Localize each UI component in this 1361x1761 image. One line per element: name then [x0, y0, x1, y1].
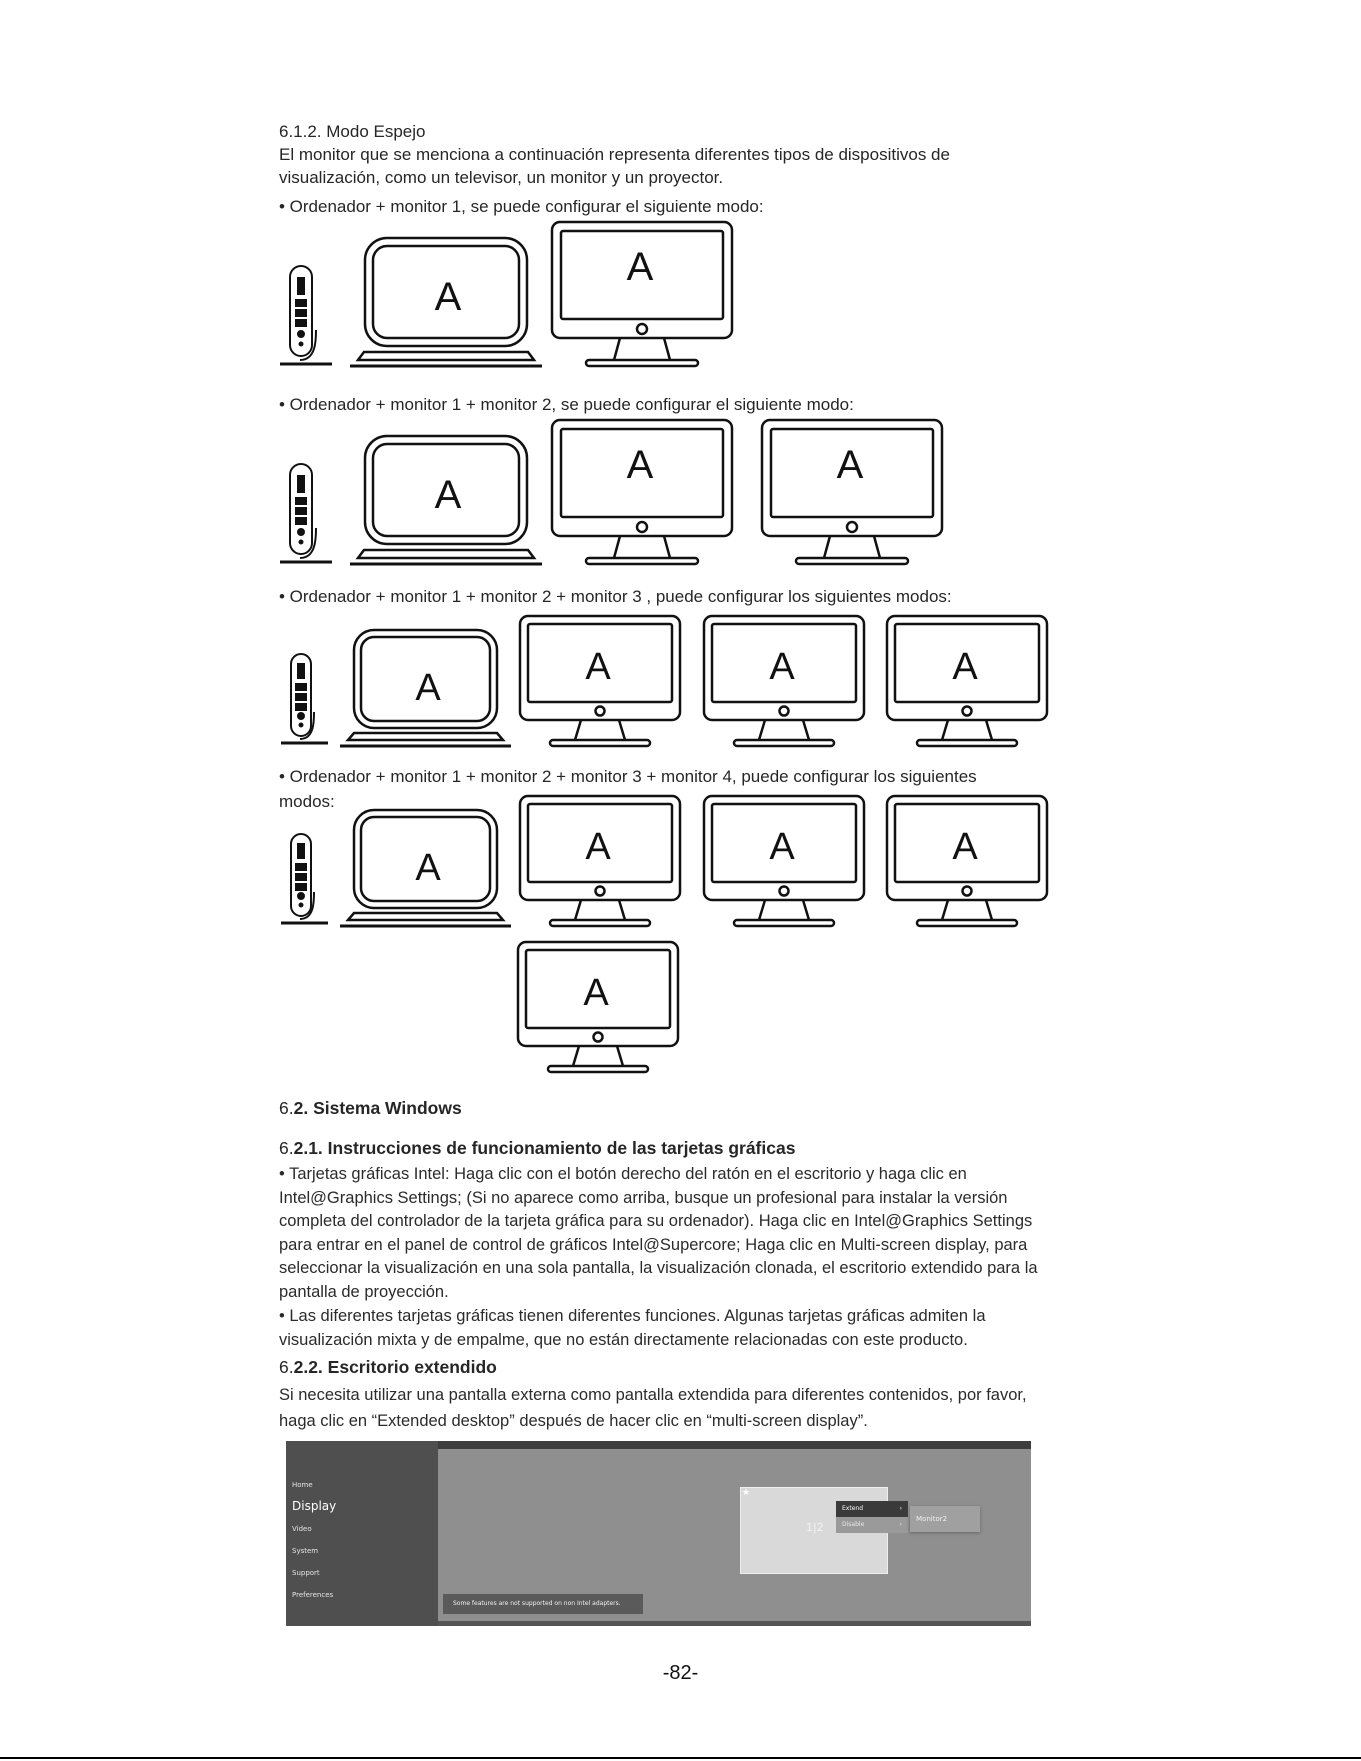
submenu-item-monitor2[interactable]: Monitor2: [910, 1506, 980, 1532]
notice-toast: Some features are not supported on non Intel adapters.: [443, 1594, 643, 1614]
section-heading-windows: 6.2. Sistema Windows: [279, 1098, 462, 1118]
diagram-row-5: [516, 938, 686, 1074]
menu-item-disable[interactable]: Disable ›: [836, 1517, 908, 1533]
diagram-row-4: [276, 792, 1056, 928]
screen-letter: A: [585, 826, 611, 868]
paragraph-graphics-functions: • Las diferentes tarjetas gráficas tienen diferentes funciones. Algunas tarjetas gráficas admiten la visualización mixta y de empalme, que no están directamente relacionadas con este producto.: [279, 1307, 986, 1349]
intro-line-2: visualización, como un televisor, un monitor y un proyector.: [279, 168, 724, 187]
sidebar-item-home[interactable]: Home: [292, 1481, 313, 1489]
paragraph-extended-desktop: Si necesita utilizar una pantalla externa como pantalla extendida para diferentes contenidos, por favor, haga clic en “Extended desktop” después de hacer clic en “multi-screen display”.: [279, 1386, 1027, 1430]
section-heading-mirror: 6.1.2. Modo Espejo: [279, 122, 426, 141]
screen-letter: A: [626, 245, 654, 289]
diagram-row-1: [276, 220, 756, 370]
screen-letter: A: [434, 275, 462, 319]
chevron-right-icon: ›: [899, 1505, 902, 1512]
sidebar-item-support[interactable]: Support: [292, 1569, 320, 1577]
dock-icon: [280, 266, 332, 364]
screen-letter: A: [769, 826, 795, 868]
sidebar-item-system[interactable]: System: [292, 1547, 319, 1555]
paragraph-intel-graphics: • Tarjetas gráficas Intel: Haga clic con el botón derecho del ratón en el escritorio y haga clic en Intel@Graphics Settings; (Si no aparece como arriba, busque un profesional para instalar la versión completa del controlador de la tarjeta gráfica para su ordenador). Haga clic en Intel@Graphics Settings para entrar en el panel de control de gráficos Intel@Supercore; Haga clic en Multi-screen display, para seleccionar la visualización en una sola pantalla, la visualización clonada, el escritorio extendido para la pantalla de proyección.: [279, 1165, 1038, 1301]
screen-letter: A: [415, 667, 441, 709]
bullet-two-monitors: • Ordenador + monitor 1 + monitor 2, se puede configurar el siguiente modo:: [279, 395, 854, 414]
graphics-settings-screenshot: [286, 1441, 1031, 1626]
sidebar-item-video[interactable]: Video: [292, 1525, 312, 1533]
display-number: 1|2: [806, 1521, 824, 1534]
diagram-row-3: [276, 612, 1056, 748]
sidebar-item-display[interactable]: Display: [292, 1499, 337, 1513]
dock-icon: [281, 654, 328, 743]
monitor-icon: [552, 420, 732, 564]
screen-letter: A: [952, 646, 978, 688]
dock-icon: [280, 464, 332, 562]
bullet-four-monitors-line-1: • Ordenador + monitor 1 + monitor 2 + monitor 3 + monitor 4, puede configurar los siguientes: [279, 767, 977, 786]
chevron-right-icon: ›: [899, 1521, 902, 1528]
bottom-rule: [0, 1757, 1361, 1759]
dock-icon: [281, 834, 328, 923]
screen-letter: A: [415, 847, 441, 889]
screen-letter: A: [769, 646, 795, 688]
subheading-graphics-cards: 6.2.1. Instrucciones de funcionamiento de las tarjetas gráficas: [279, 1138, 796, 1158]
star-icon: ★: [742, 1488, 751, 1498]
bullet-three-monitors: • Ordenador + monitor 1 + monitor 2 + monitor 3 , puede configurar los siguientes modos:: [279, 587, 952, 606]
screen-letter: A: [434, 473, 462, 517]
screen-letter: A: [952, 826, 978, 868]
screen-letter: A: [583, 972, 609, 1014]
sidebar-item-preferences[interactable]: Preferences: [292, 1591, 334, 1599]
monitor-icon: [552, 222, 732, 366]
subheading-extended-desktop: 6.2.2. Escritorio extendido: [279, 1357, 497, 1377]
bullet-four-monitors-line-2: modos:: [279, 792, 335, 811]
screen-letter: A: [836, 443, 864, 487]
intro-line-1: El monitor que se menciona a continuación representa diferentes tipos de dispositivos de: [279, 145, 950, 164]
bullet-one-monitor: • Ordenador + monitor 1, se puede configurar el siguiente modo:: [279, 197, 764, 216]
screen-letter: A: [626, 443, 654, 487]
diagram-row-2: [276, 418, 956, 568]
screenshot-bottom-bar: [438, 1621, 1031, 1626]
menu-item-extend[interactable]: Extend ›: [836, 1501, 908, 1517]
screen-letter: A: [585, 646, 611, 688]
page-number: -82-: [662, 1662, 699, 1684]
monitor-icon: [762, 420, 942, 564]
